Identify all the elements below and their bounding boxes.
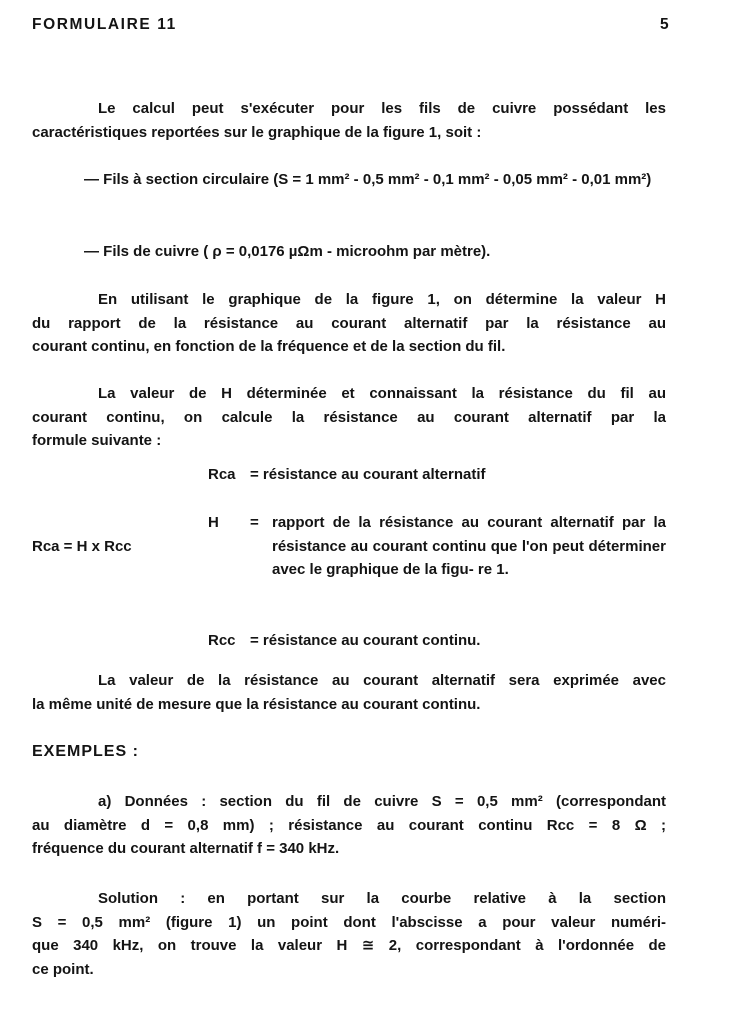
examples-heading: EXEMPLES : [32,743,139,760]
main-formula: Rca = H x Rcc [32,538,132,555]
text-line: courant continu, en fonction de la fréquence et de la section du fil. [32,338,506,355]
text-line: S = 0,5 mm² (figure 1) un point dont l'abscisse a pour valeur numéri- [32,913,666,931]
text-line: fréquence du courant alternatif f = 340 kHz. [32,840,340,857]
text-line: La valeur de la résistance au courant alternatif sera exprimée avec [98,672,666,689]
paragraph-graph-usage [32,288,666,359]
text-line: En utilisant le graphique de la figure 1, on détermine la valeur H [98,291,666,308]
paragraph-formula-intro [32,382,666,453]
rcc-symbol: Rcc [208,632,236,649]
paragraph-example-data [32,790,666,861]
paragraph-units [32,669,666,716]
rcc-definition: = résistance au courant continu. [250,632,481,649]
text-line: Solution : en portant sur la courbe relative à la section [98,890,666,907]
paragraph-copper-resistivity: — Fils de cuivre ( ρ = 0,0176 µΩm - microohm par mètre). [84,243,491,260]
text-line: formule suivante : [32,432,162,449]
paragraph-intro [32,97,666,144]
h-definition: rapport de la résistance au courant alternatif par la résistance au courant continu que l'on peut déterminer avec le graphique de la figu- re 1. [272,514,666,578]
page-number: 5 [660,16,671,33]
rca-symbol: Rca [208,466,236,483]
rca-definition: = résistance au courant alternatif [250,466,486,483]
text-line: La valeur de H déterminée et connaissant la résistance du fil au [98,385,666,402]
text-line: du rapport de la résistance au courant alternatif par la résistance au [32,314,666,332]
paragraph-wire-sections: — Fils à section circulaire (S = 1 mm² - 0,5 mm² - 0,1 mm² - 0,05 mm² - 0,01 mm²) [84,171,652,188]
text-line: que 340 kHz, on trouve la valeur H ≅ 2, correspondant à l'ordonnée de [32,937,666,954]
text-line: la même unité de mesure que la résistance au courant continu. [32,695,481,713]
text-line: caractéristiques reportées sur le graphique de la figure 1, soit : [32,123,482,141]
text-line: a) Données : section du fil de cuivre S = 0,5 mm² (correspondant [98,793,666,810]
document-title: FORMULAIRE 11 [32,16,177,33]
text-line: courant continu, on calcule la résistance au courant alternatif par la [32,408,666,426]
paragraph-example-solution [32,887,666,981]
text-line: au diamètre d = 0,8 mm) ; résistance au courant continu Rcc = 8 Ω ; [32,816,666,834]
h-equals: = [250,514,259,531]
h-symbol: H [208,514,219,531]
text-line: ce point. [32,960,94,978]
text-line: Le calcul peut s'exécuter pour les fils de cuivre possédant les [98,100,666,117]
